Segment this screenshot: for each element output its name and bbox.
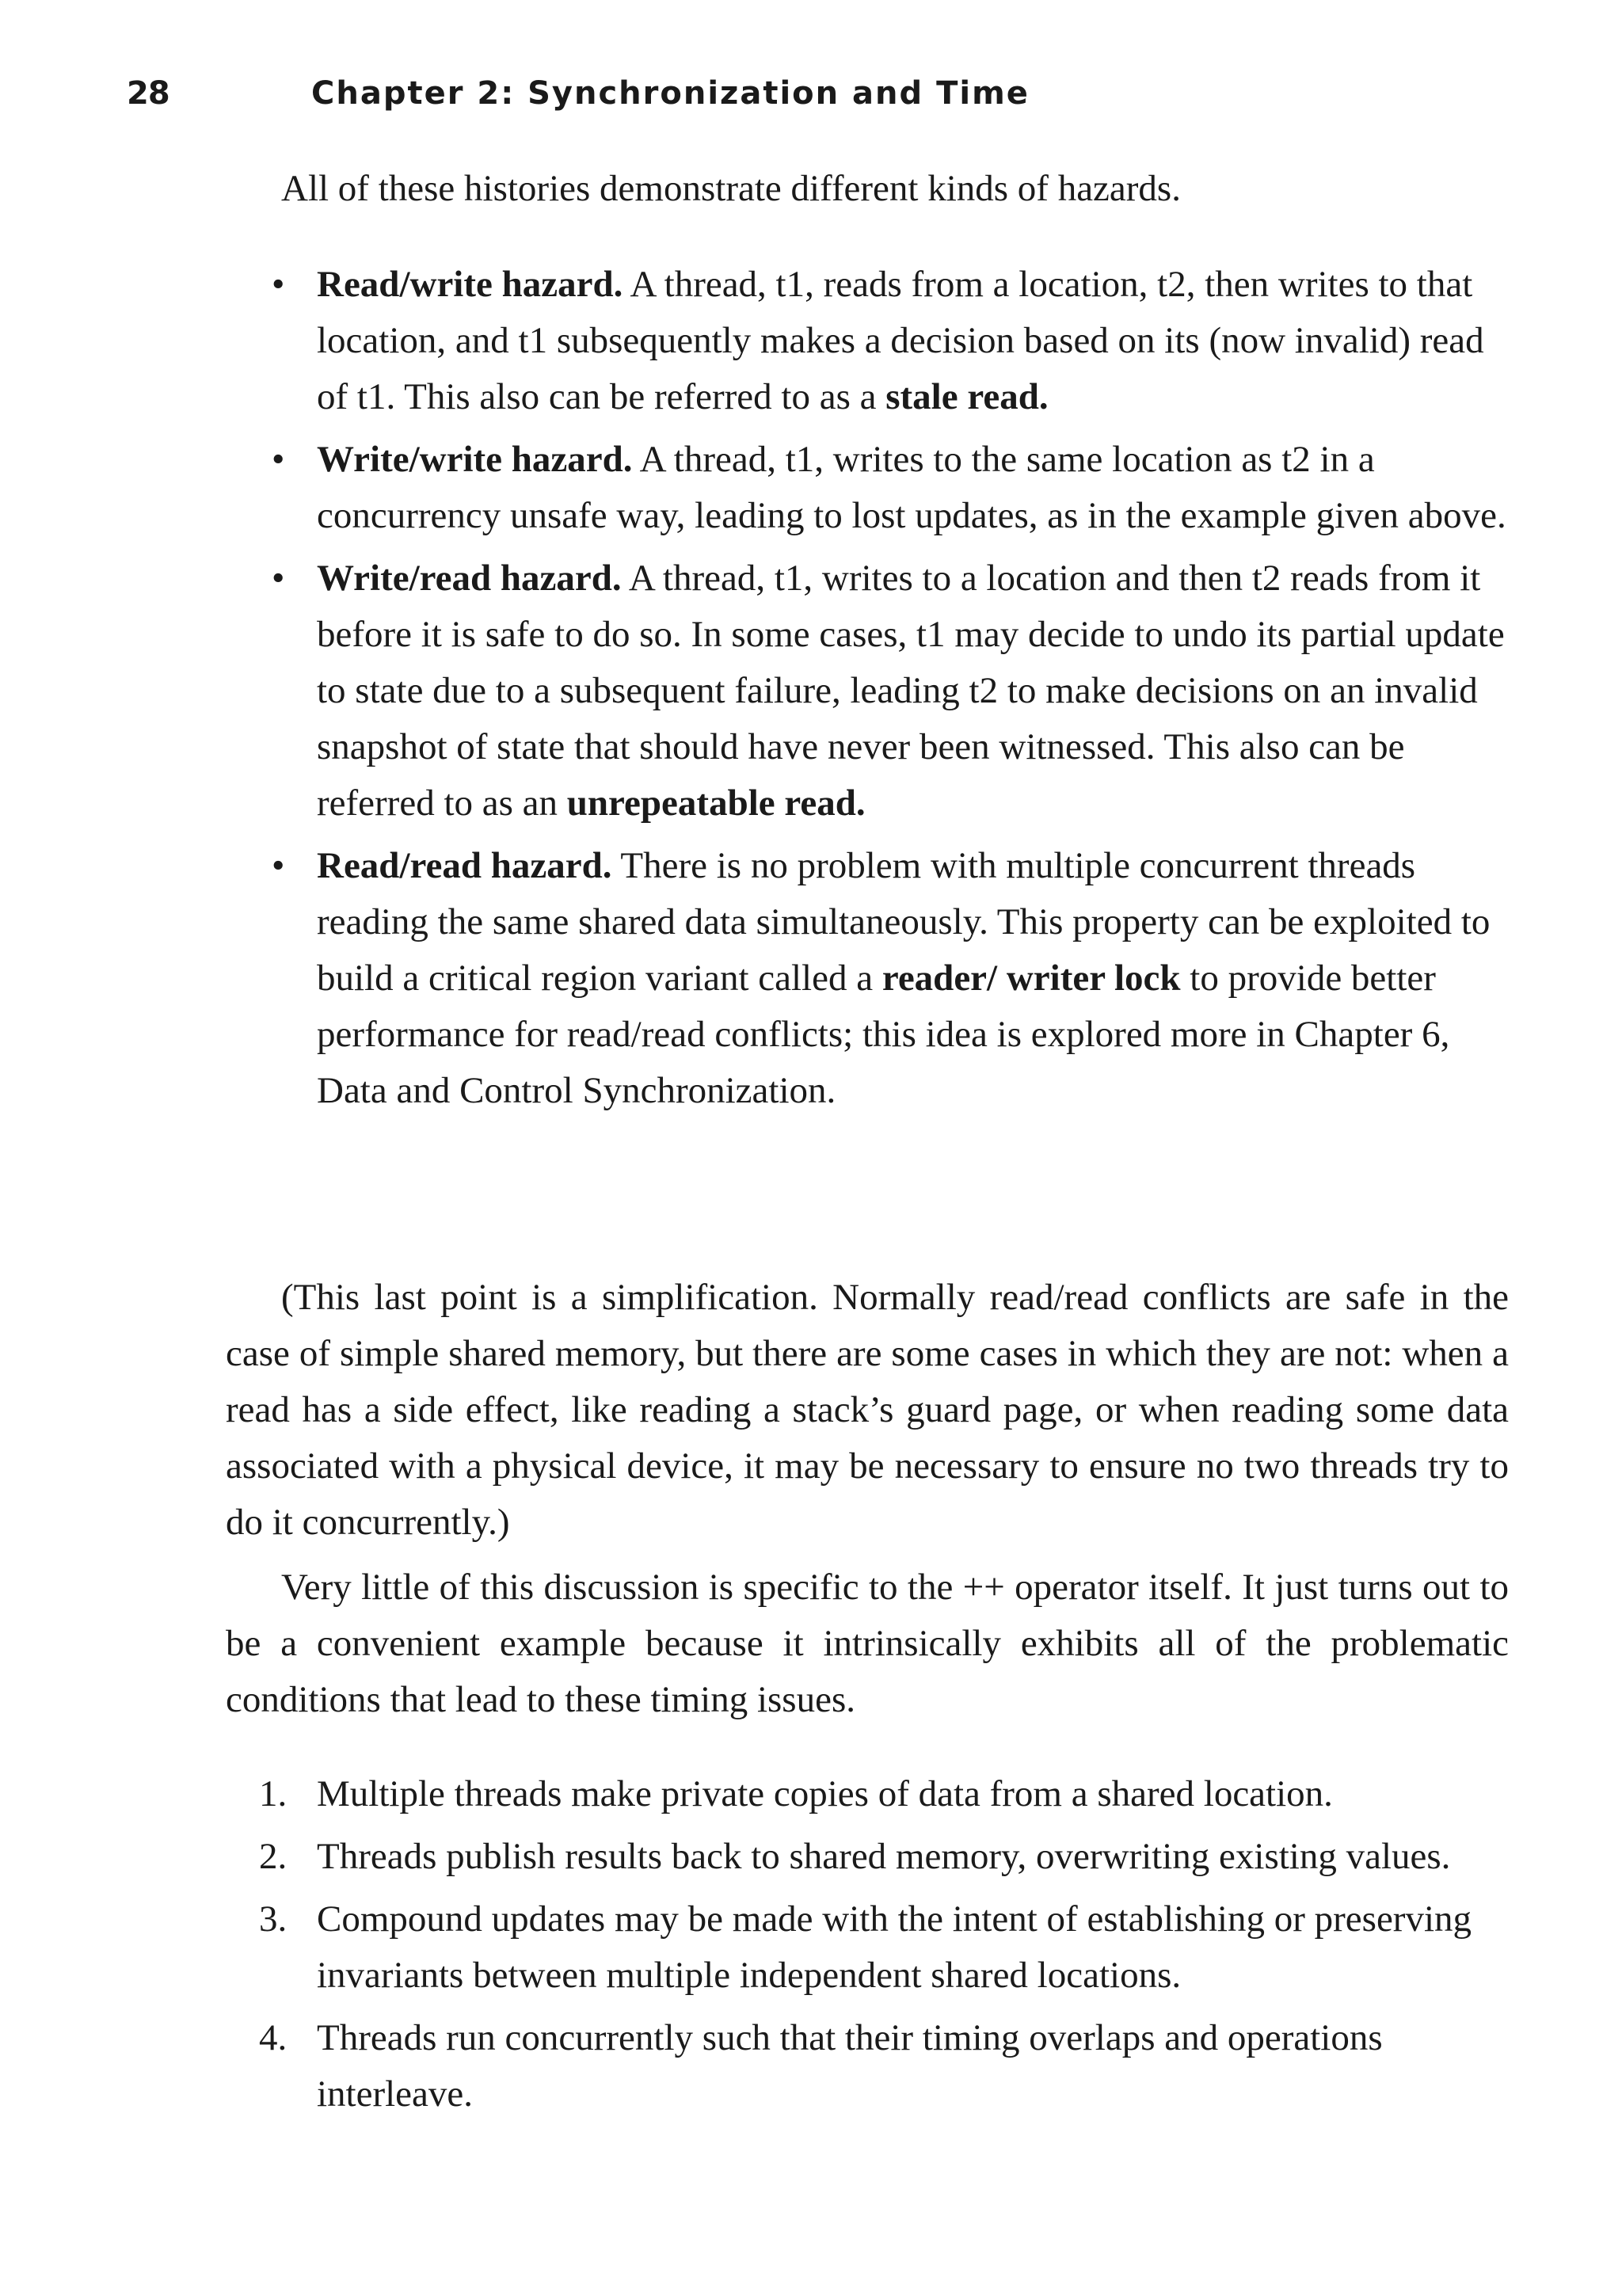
hazard-description: A thread, t1, writes to the same location as t2 in a concurrency unsafe way, leading to lost updates, as in the example given above. [317, 439, 1506, 536]
bullet-icon: • [272, 558, 285, 599]
paragraph-text: Very little of this discussion is specific to the ++ operator itself. It just turns out to be a convenient example because it intrinsically exhibits all of the problematic conditions that lead to these timing issues. [226, 1567, 1509, 1720]
intro-sentence: All of these histories demonstrate different kinds of hazards. [281, 168, 1181, 209]
condition-text: Multiple threads make private copies of data from a shared location. [317, 1773, 1333, 1814]
condition-number: 3. [259, 1898, 287, 1940]
hazard-emphasis: unrepeatable read. [566, 782, 866, 824]
condition-number: 2. [259, 1836, 287, 1877]
condition-text: Compound updates may be made with the intent of establishing or preserving invariants between multiple independent shared locations. [317, 1898, 1472, 1996]
condition-item [226, 1766, 1509, 1822]
hazard-term: Read/read hazard. [317, 845, 612, 886]
hazard-item-write-read [226, 550, 1509, 832]
hazard-emphasis: stale read. [885, 376, 1049, 417]
hazard-term: Read/write hazard. [317, 264, 623, 305]
bullet-icon: • [272, 264, 285, 305]
hazard-description: There is no problem with multiple concurrent threads reading the same shared data simultaneously. This property can be exploited to build a critical region variant called a [317, 845, 1491, 999]
discussion-paragraph [226, 1559, 1509, 1728]
condition-number: 1. [259, 1773, 287, 1814]
condition-text: Threads run concurrently such that their timing overlaps and operations interleave. [317, 2017, 1383, 2115]
condition-item [226, 1829, 1509, 1885]
page-number: 28 [127, 75, 169, 112]
hazard-description: A thread, t1, writes to a location and then t2 reads from it before it is safe to do so. In some cases, t1 may decide to undo its partial update to state due to a subsequent failure, leading t2 to make decisions on an invalid snapshot of state that should have never been witnessed. This also can be referred to as an [317, 558, 1505, 824]
condition-text: Threads publish results back to shared memory, overwriting existing values. [317, 1836, 1451, 1877]
condition-item [226, 1891, 1509, 2004]
hazard-item-write-write [226, 432, 1509, 544]
hazard-item-read-write [226, 257, 1509, 425]
hazard-description-tail: to provide better performance for read/read conflicts; this idea is explored more in Chapter 6, Data and Control Synchronization. [317, 958, 1450, 1111]
hazard-emphasis: reader/ writer lock [881, 958, 1181, 999]
simplification-paragraph [226, 1270, 1509, 1551]
page-header [127, 75, 1521, 123]
condition-number: 4. [259, 2017, 287, 2058]
paragraph-text: (This last point is a simplification. Normally read/read conflicts are safe in the case of simple shared memory, but there are some cases in which they are not: when a read has a side effect, like reading a stack’s guard page, or when reading some data associated with a physical device, it may be necessary to ensure no two threads try to do it concurrently.) [226, 1277, 1509, 1543]
hazard-term: Write/read hazard. [317, 558, 622, 599]
hazard-list [226, 257, 1509, 1125]
hazard-description: A thread, t1, reads from a location, t2, then writes to that location, and t1 subsequently makes a decision based on its (now invalid) read of t1. This also can be referred to as a [317, 264, 1484, 417]
condition-list [226, 1766, 1509, 2129]
condition-item [226, 2010, 1509, 2123]
hazard-item-read-read [226, 838, 1509, 1119]
bullet-icon: • [272, 439, 285, 480]
chapter-title: Chapter 2: Synchronization and Time [311, 75, 1030, 112]
bullet-icon: • [272, 845, 285, 886]
hazard-term: Write/write hazard. [317, 439, 633, 480]
